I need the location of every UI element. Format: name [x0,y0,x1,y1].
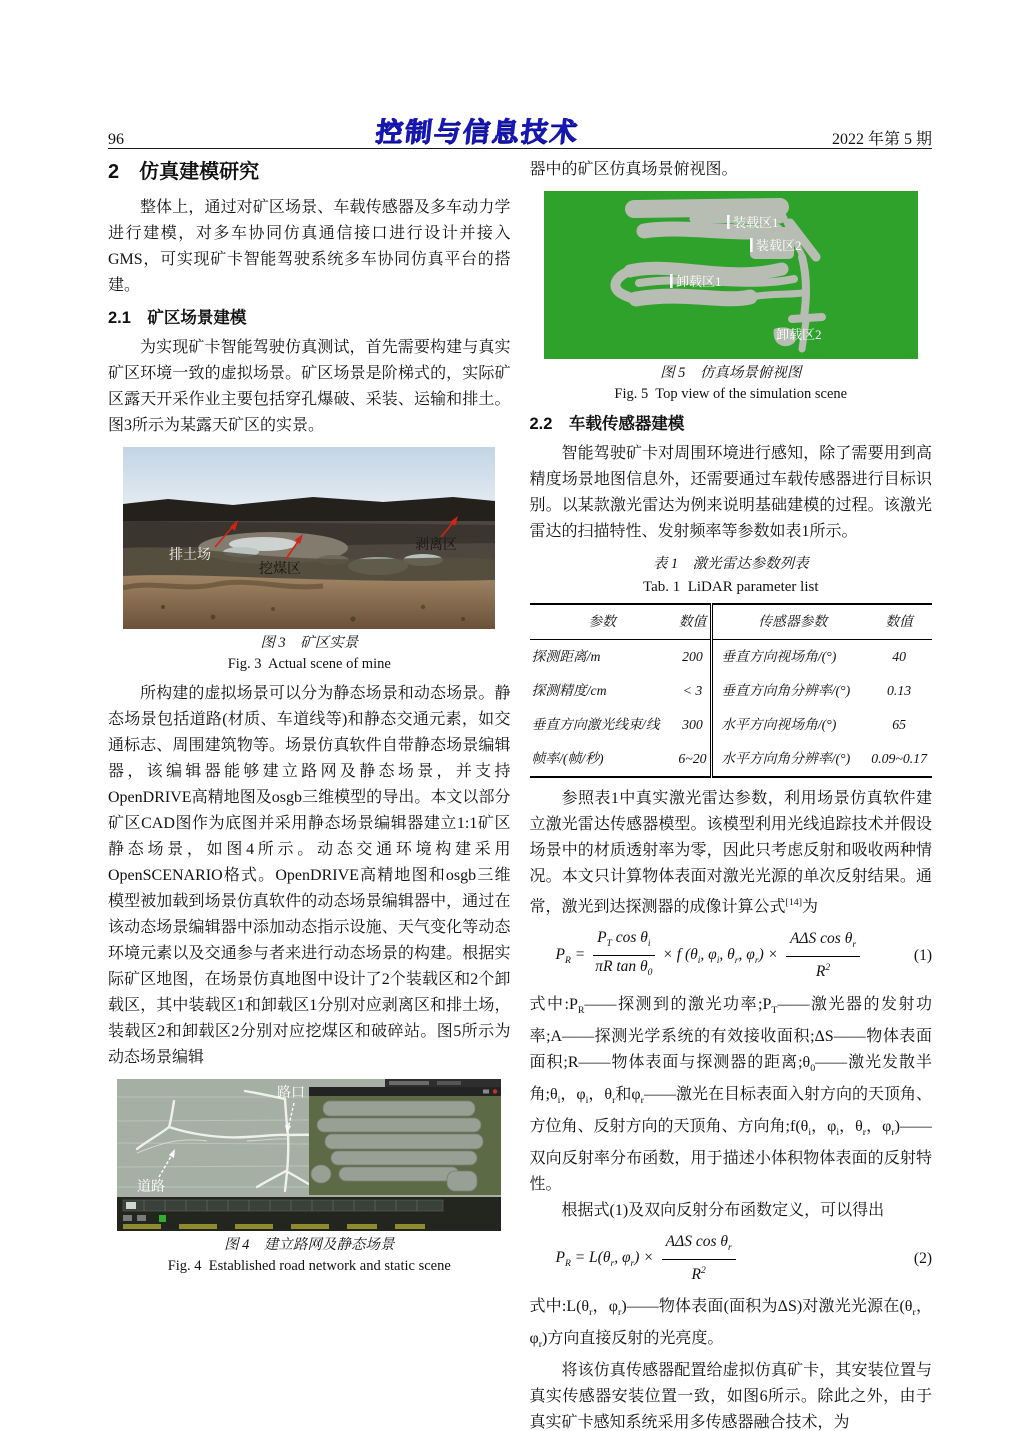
table-cell: 帧率/(帧/秒) [531,751,604,766]
issue-label: 2022 年第 5 期 [831,131,932,148]
equation-2 [530,1232,933,1285]
table-1-title-en: Tab. 1 LiDAR parameter list [642,579,819,595]
table-cell: 0.09~0.17 [871,751,927,766]
figure-3-caption-en: Fig. 3 Actual scene of mine [227,656,391,672]
equation-1 [530,928,933,983]
section-2-1-heading: 2.1 矿区场景建模 [108,309,247,327]
simulation-topview-image [544,191,918,359]
paragraph: 智能驾驶矿卡对周围环境进行感知，除了需要用到高精度场景地图信息外，还需要通过车载传感器进行目标识别。以某款激光雷达为例来说明基础建模的过程。该激光雷达的扫描特性、发射频率等参数如表1所示。 [529,445,932,540]
fig5-label-loading-area-2: 装载区2 [755,238,802,253]
table-cell: 40 [892,649,906,664]
paragraph: 为实现矿卡智能驾驶仿真测试，首先需要构建与真实矿区环境一致的虚拟场景。矿区场景是阶梯式的，实际矿区露天开采作业主要包括穿孔爆破、采装、运输和排土。图3所示为某露天矿区的实景。 [108,339,511,434]
table-cell: 探测距离/m [531,649,601,664]
table-cell: 探测精度/cm [531,683,607,698]
editor-screenshot-image [117,1079,501,1231]
paragraph: 根据式(1)及双向反射分布函数定义，可以得出 [561,1202,885,1220]
page-header [108,110,932,149]
fig4-label-junction: 路口 [277,1086,306,1101]
table-cell: 6~20 [678,751,707,766]
table-cell: 垂直方向角分辨率/(°) [712,674,866,708]
paragraph: 所构建的虚拟场景可以分为静态场景和动态场景。静态场景包括道路(材质、车道线等)和静态交通元素，如交通标志、周围建筑物等。场景仿真软件自带静态场景编辑器，该编辑器能够建立路网及静态场景，并支持OpenDRIVE高精地图及osgb三维模型的导出。本文以部分矿区CAD图作为底图并采用静态场景编辑器建立1:1矿区静态场景，如图4所示。动态交通环境构建采用OpenSCENARIO格式。OpenDRIVE高精地图和osgb三维模型被加载到场景仿真软件的动态场景编辑器中，通过在该动态场景编辑器中添加动态指示设施、天气变化等动态环境元素以及交通参与者来进行动态场景的构建。根据实际矿区地图，在场景仿真地图中设计了2个装载区和2个卸载区，其中装载区1和卸载区1分别对应剥离区和排土场，装载区2和卸载区2分别对应挖煤区和破碎站。图5所示为动态场景编辑 [108,685,511,1066]
figure-3-caption-zh: 图 3 矿区实景 [260,635,359,651]
equation-2-body: $P_R = L(\theta_r$, $\varphi_r$) × $\frac{A\Delta S \cos \theta_r}{R^2}$ [556,1232,740,1285]
paragraph: 器中的矿区仿真场景俯视图。 [529,161,738,178]
lidar-parameter-table [530,603,933,778]
table-cell: 垂直方向视场角/(°) [712,640,866,675]
left-column [108,157,511,1431]
table-cell: 200 [682,649,703,664]
header-divider [108,148,932,149]
figure-3-mine-photo [108,447,511,675]
fig4-label-road: 道路 [137,1180,166,1195]
right-column [530,157,933,1431]
table-cell: 水平方向角分辨率/(°) [712,742,866,777]
section-2-heading: 2 仿真建模研究 [108,161,260,183]
fig5-label-loading-area-1: 装载区1 [732,215,779,230]
paragraph: 整体上，通过对矿区场景、车载传感器及多车动力学进行建模，对多车协同仿真通信接口进行设计并接入GMS，可实现矿卡智能驾驶系统多车协同仿真平台的搭建。 [108,199,511,294]
figure-4-caption-zh: 图 4 建立路网及静态场景 [224,1237,395,1253]
figure-5-caption-zh: 图 5 仿真场景俯视图 [660,365,802,381]
two-column-content [108,157,932,1431]
equation-2-number: (2) [913,1249,932,1267]
table-cell: 300 [682,717,703,732]
table-row [530,674,933,708]
table-cell: 水平方向视场角/(°) [712,708,866,742]
column-header: 数值 [866,604,932,640]
page-number: 96 [108,131,124,148]
table-cell: < 3 [682,683,703,698]
paragraph: 参照表1中真实激光雷达参数，利用场景仿真软件建立激光雷达传感器模型。该模型利用光线追踪技术并假设场景中的材质透射率为零，因此只考虑反射和吸收两种情况。本文只计算物体表面对激光光源的单次反射结果。通常，激光到达探测器的成像计算公式[14]为 [529,790,932,916]
table-cell: 垂直方向激光线束/线 [531,717,660,732]
equation-1-number: (1) [913,946,932,964]
table-cell: 65 [892,717,906,732]
paragraph: 式中$:L(\theta_r$，$\varphi_r)——$物体表面(面积为ΔS)对激光光源在($\theta_r$，$\varphi_r$)方向直接反射的光亮度。 [529,1297,932,1350]
figure-5-simulation-topview [530,191,933,405]
figure-4-editor-screenshot [108,1079,511,1277]
table-row [530,708,933,742]
mine-photo-image [123,447,495,629]
table-row [530,640,933,675]
table-1-title-zh: 表 1 激光雷达参数列表 [652,556,809,572]
fig5-label-unloading-area-2: 卸载区2 [775,327,822,342]
figure-5-caption-en: Fig. 5 Top view of the simulation scene [614,386,848,402]
section-2-2-heading: 2.2 车载传感器建模 [529,415,685,433]
fig3-label-coal-area: 挖煤区 [259,562,302,577]
table-header-row [530,604,933,640]
column-header: 传感器参数 [712,604,866,640]
table-cell: 0.13 [887,683,912,698]
table-row [530,742,933,777]
fig5-label-unloading-area-1: 卸载区1 [675,274,722,289]
column-header: 参数 [530,604,675,640]
journal-logo: 控制与信息技术 [374,117,581,147]
fig3-label-strip-area: 剥离区 [415,538,458,553]
column-header: 数值 [675,604,712,640]
paragraph: 将该仿真传感器配置给虚拟仿真矿卡，其安装位置与真实传感器安装位置一致，如图6所示。除此之外，由于真实矿卡感知系统采用多传感器融合技术，为 [529,1361,932,1431]
equation-1-body: $P_R$ = $\frac{P_T \cos \theta_i}{\pi R \tan \theta_0}$ × f ($\theta_i$, $\varphi_i$, $\theta_r$, $\varphi_r$) × $\frac{A\Delta S \cos \theta_r}{R^2}$ [556,928,865,983]
figure-4-caption-en: Fig. 4 Established road network and static scene [167,1258,451,1274]
fig3-label-dump-site: 排土场 [169,548,212,563]
paragraph: 式中$:P_R——$探测到的激光功率$;P_T——$激光器的发射功率;A——探测光学系统的有效接收面积;ΔS——物体表面面积;R——物体表面与探测器的距离$;\theta_0——$激光发散半角$;\theta_i$，$\varphi_i$，$\theta_r$和$\varphi_r——$激光在目标表面入射方向的天顶角、方位角、反射方向的天顶角、方向角$;f(\theta_i$，$\varphi_i$，$\theta_r$，$\varphi_r)——$双向反射率分布函数，用于描述小体积物体表面的反射特性。 [529,995,932,1194]
